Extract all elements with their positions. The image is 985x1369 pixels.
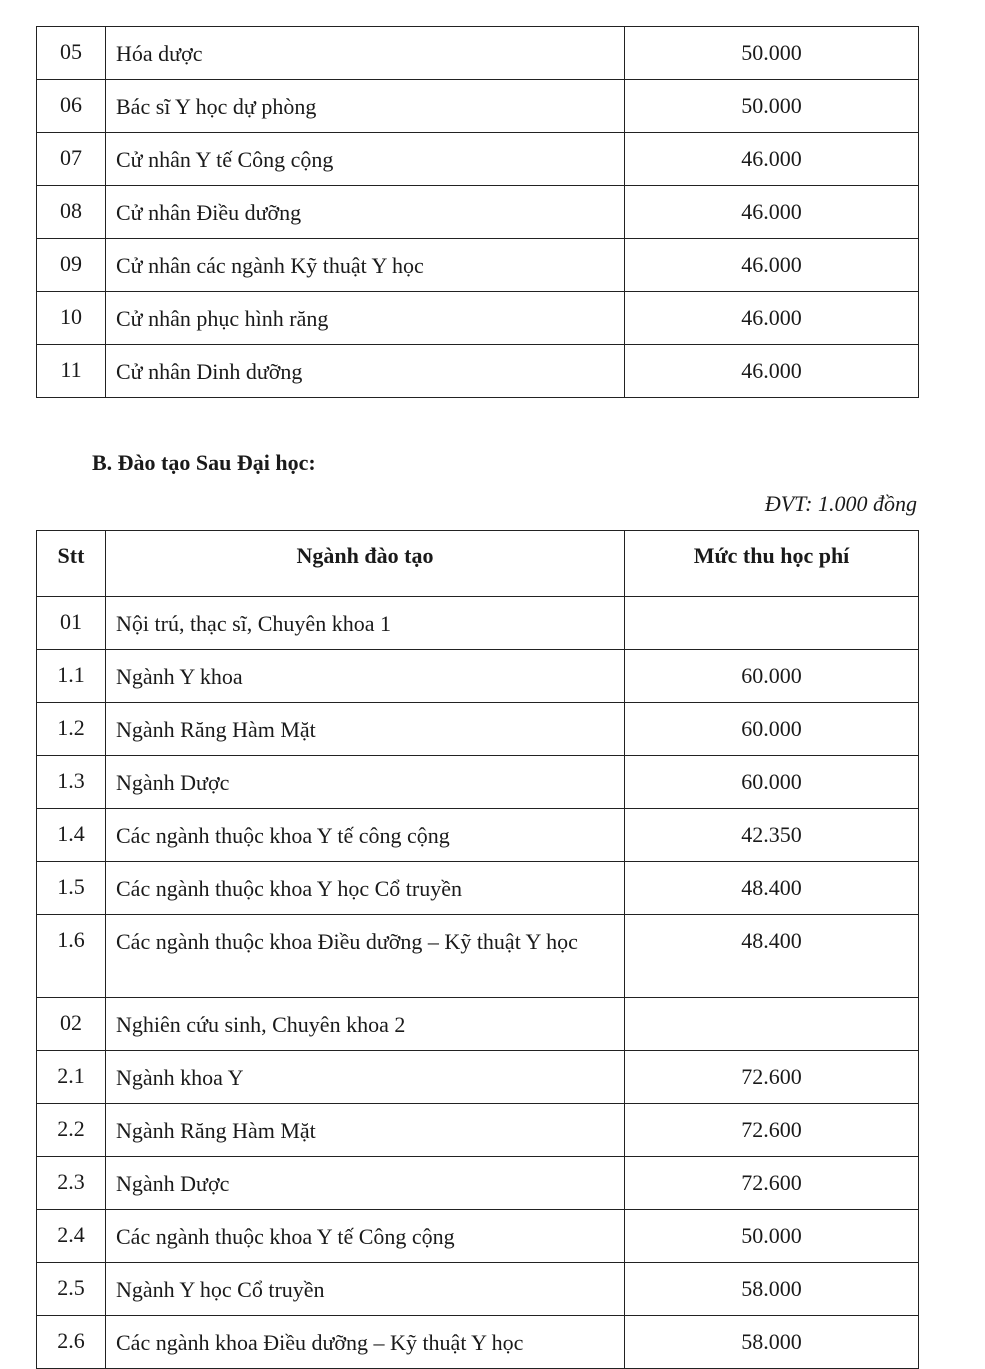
table-row bbox=[37, 862, 919, 915]
tuition-fee: 60.000 bbox=[625, 650, 919, 703]
program-name: Ngành Y khoa bbox=[106, 650, 625, 703]
table-group-row bbox=[37, 998, 919, 1051]
tuition-fee bbox=[625, 597, 919, 650]
table-row bbox=[37, 133, 919, 186]
tuition-fee: 58.000 bbox=[625, 1316, 919, 1369]
tuition-fee: 58.000 bbox=[625, 1263, 919, 1316]
column-header-stt: Stt bbox=[37, 531, 106, 597]
row-number: 2.3 bbox=[37, 1157, 106, 1210]
tuition-fee: 46.000 bbox=[625, 133, 919, 186]
unit-note: ĐVT: 1.000 đồng bbox=[764, 491, 917, 516]
tuition-fee: 60.000 bbox=[625, 703, 919, 756]
row-number: 01 bbox=[37, 597, 106, 650]
table-row bbox=[37, 756, 919, 809]
program-name: Các ngành thuộc khoa Điều dưỡng – Kỹ thuật Y học bbox=[106, 915, 625, 998]
row-number: 07 bbox=[37, 133, 106, 186]
row-number: 1.4 bbox=[37, 809, 106, 862]
program-name: Nghiên cứu sinh, Chuyên khoa 2 bbox=[106, 998, 625, 1051]
table-header-row bbox=[37, 531, 919, 597]
postgraduate-fee-table bbox=[36, 530, 919, 1369]
row-number: 06 bbox=[37, 80, 106, 133]
row-number: 1.6 bbox=[37, 915, 106, 998]
row-number: 10 bbox=[37, 292, 106, 345]
table-row bbox=[37, 80, 919, 133]
program-name: Hóa dược bbox=[106, 27, 625, 80]
table-row bbox=[37, 915, 919, 998]
program-name: Các ngành thuộc khoa Y tế Công cộng bbox=[106, 1210, 625, 1263]
table-row bbox=[37, 1104, 919, 1157]
program-name: Cử nhân Điều dưỡng bbox=[106, 186, 625, 239]
program-name: Ngành Dược bbox=[106, 756, 625, 809]
table-row bbox=[37, 809, 919, 862]
row-number: 2.6 bbox=[37, 1316, 106, 1369]
tuition-fee: 48.400 bbox=[625, 915, 919, 998]
row-number: 02 bbox=[37, 998, 106, 1051]
section-b-heading: B. Đào tạo Sau Đại học: bbox=[92, 450, 316, 475]
table-row bbox=[37, 1157, 919, 1210]
row-number: 2.2 bbox=[37, 1104, 106, 1157]
tuition-fee: 60.000 bbox=[625, 756, 919, 809]
row-number: 05 bbox=[37, 27, 106, 80]
row-number: 1.2 bbox=[37, 703, 106, 756]
table-group-row bbox=[37, 597, 919, 650]
tuition-fee: 50.000 bbox=[625, 1210, 919, 1263]
tuition-fee: 46.000 bbox=[625, 345, 919, 398]
program-name: Cử nhân phục hình răng bbox=[106, 292, 625, 345]
table-row bbox=[37, 292, 919, 345]
tuition-fee bbox=[625, 998, 919, 1051]
tuition-fee: 50.000 bbox=[625, 27, 919, 80]
program-name: Các ngành thuộc khoa Y tế công cộng bbox=[106, 809, 625, 862]
tuition-fee: 46.000 bbox=[625, 239, 919, 292]
program-name: Cử nhân Dinh dưỡng bbox=[106, 345, 625, 398]
row-number: 08 bbox=[37, 186, 106, 239]
program-name: Nội trú, thạc sĩ, Chuyên khoa 1 bbox=[106, 597, 625, 650]
table-row bbox=[37, 345, 919, 398]
tuition-fee: 46.000 bbox=[625, 186, 919, 239]
program-name: Các ngành khoa Điều dưỡng – Kỹ thuật Y học bbox=[106, 1316, 625, 1369]
row-number: 2.1 bbox=[37, 1051, 106, 1104]
table-row bbox=[37, 239, 919, 292]
program-name: Cử nhân các ngành Kỹ thuật Y học bbox=[106, 239, 625, 292]
postgraduate-fee-table-body bbox=[37, 597, 919, 1369]
row-number: 2.5 bbox=[37, 1263, 106, 1316]
tuition-fee: 72.600 bbox=[625, 1051, 919, 1104]
row-number: 2.4 bbox=[37, 1210, 106, 1263]
tuition-fee: 48.400 bbox=[625, 862, 919, 915]
table-row bbox=[37, 1263, 919, 1316]
program-name: Cử nhân Y tế Công cộng bbox=[106, 133, 625, 186]
table-row bbox=[37, 1316, 919, 1369]
row-number: 1.5 bbox=[37, 862, 106, 915]
program-name: Ngành khoa Y bbox=[106, 1051, 625, 1104]
program-name: Ngành Dược bbox=[106, 1157, 625, 1210]
program-name: Ngành Y học Cổ truyền bbox=[106, 1263, 625, 1316]
tuition-fee: 72.600 bbox=[625, 1104, 919, 1157]
table-row bbox=[37, 27, 919, 80]
table-row bbox=[37, 703, 919, 756]
row-number: 11 bbox=[37, 345, 106, 398]
tuition-fee: 50.000 bbox=[625, 80, 919, 133]
row-number: 1.3 bbox=[37, 756, 106, 809]
program-name: Ngành Răng Hàm Mặt bbox=[106, 703, 625, 756]
program-name: Bác sĩ Y học dự phòng bbox=[106, 80, 625, 133]
column-header-program: Ngành đào tạo bbox=[106, 531, 625, 597]
table-row bbox=[37, 1210, 919, 1263]
row-number: 09 bbox=[37, 239, 106, 292]
undergraduate-fee-table-body bbox=[37, 27, 919, 398]
program-name: Các ngành thuộc khoa Y học Cổ truyền bbox=[106, 862, 625, 915]
row-number: 1.1 bbox=[37, 650, 106, 703]
column-header-fee: Mức thu học phí bbox=[625, 531, 919, 597]
undergraduate-fee-table bbox=[36, 26, 919, 398]
program-name: Ngành Răng Hàm Mặt bbox=[106, 1104, 625, 1157]
tuition-fee: 46.000 bbox=[625, 292, 919, 345]
table-row bbox=[37, 1051, 919, 1104]
tuition-fee: 72.600 bbox=[625, 1157, 919, 1210]
tuition-fee: 42.350 bbox=[625, 809, 919, 862]
table-row bbox=[37, 186, 919, 239]
table-row bbox=[37, 650, 919, 703]
